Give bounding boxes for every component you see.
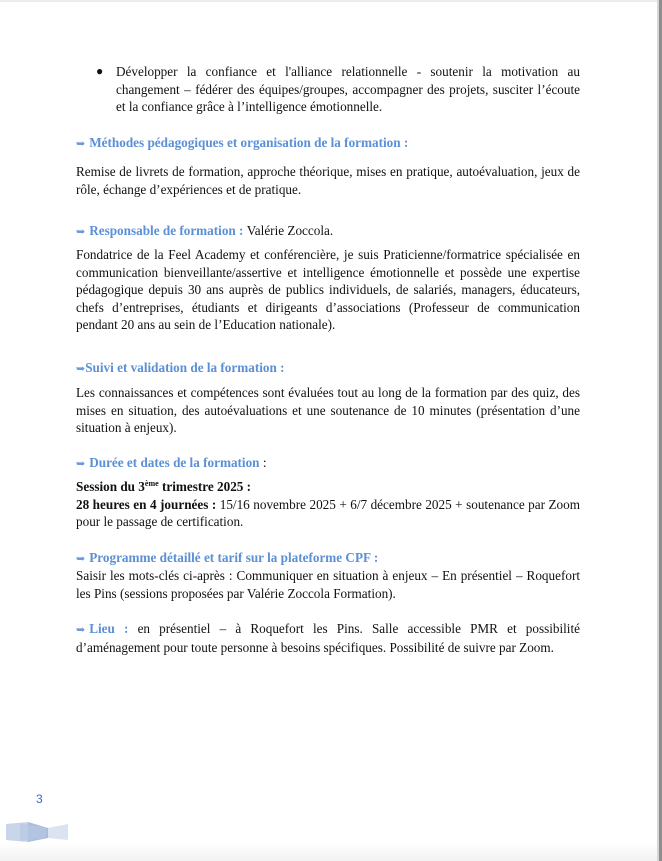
hook-arrow-icon: ➥ bbox=[76, 225, 86, 238]
paragraph: Remise de livrets de formation, approche théorique, mises en pratique, autoévaluation, jeux de rôle, échange d’expériences et de pratique. bbox=[76, 164, 580, 197]
page-bottom-shadow bbox=[0, 843, 657, 861]
section-responsable-body bbox=[76, 246, 580, 334]
paragraph: Les connaissances et compétences sont évaluées tout au long de la formation par des quiz, des mises en situation, des autoévaluations et une soutenance de 10 minutes (présentation d’une situation à enjeux). bbox=[76, 385, 580, 436]
section-suivi-body bbox=[76, 384, 580, 437]
section-title: Lieu : bbox=[89, 621, 129, 636]
section-programme-body bbox=[76, 567, 580, 602]
session-line: Session du 3ème trimestre 2025 : bbox=[76, 479, 252, 494]
section-lieu bbox=[76, 620, 580, 656]
bullet-icon: ● bbox=[96, 64, 104, 78]
section-programme-heading bbox=[76, 549, 580, 568]
section-title: Méthodes pédagogiques et organisation de la formation : bbox=[89, 135, 409, 150]
hours-line: 28 heures en 4 journées : 15/16 novembre 2025 + 6/7 décembre 2025 + soutenance par Zoom pour le passage de certification. bbox=[76, 496, 580, 530]
bullet-text: Développer la confiance et l'alliance relationnelle - soutenir la motivation au changement – fédérer des équipes/groupes, accompagner des projets, susciter l’écoute et la confiance grâce à l’intelligence émotionnelle. bbox=[116, 64, 580, 115]
section-title: Responsable de formation : bbox=[89, 223, 244, 238]
section-title: Durée et dates de la formation bbox=[89, 455, 260, 470]
hook-arrow-icon: ➥ bbox=[76, 623, 86, 636]
hook-arrow-icon: ➥ bbox=[76, 552, 86, 565]
page-number: 3 bbox=[36, 792, 43, 806]
section-suivi-heading bbox=[76, 359, 580, 378]
hook-arrow-icon: ➥ bbox=[76, 457, 86, 470]
hook-arrow-icon: ➥ bbox=[76, 362, 86, 375]
list-item bbox=[76, 63, 580, 116]
section-duree-heading: ➥ Durée et dates de la formation : bbox=[76, 454, 580, 473]
paragraph: Saisir les mots-clés ci-après : Communiquer en situation à enjeux – En présentiel – Roquefort les Pins (sessions proposées par Valérie Zoccola Formation). bbox=[76, 568, 580, 601]
paragraph: ➥ Lieu : en présentiel – à Roquefort les Pins. Salle accessible PMR et possibilité d’aménagement pour toute personne à besoins spécifiques. Possibilité de suivre par Zoom. bbox=[76, 621, 580, 655]
section-responsable-heading bbox=[76, 222, 580, 241]
paragraph: Fondatrice de la Feel Academy et conférencière, je suis Praticienne/formatrice spécialisée en communication bienveillante/assertive et intelligence émotionnelle et possède une expertise pédagogique depuis 30 ans auprès de publics individuels, de salariés, managers, éducateurs, chefs d’entreprises, étudiants et dirigeants d’associations (Professeur de communication pendant 20 ans au sein de l’Education nationale). bbox=[76, 247, 580, 333]
section-methodes-body bbox=[76, 163, 580, 198]
hook-arrow-icon: ➥ bbox=[76, 137, 86, 150]
trainer-name: Valérie Zoccola. bbox=[246, 223, 334, 238]
footer-ribbon-icon bbox=[6, 820, 68, 844]
section-title: Suivi et validation de la formation : bbox=[85, 360, 285, 375]
section-methodes-heading bbox=[76, 134, 580, 153]
section-title: Programme détaillé et tarif sur la plateforme CPF : bbox=[89, 550, 379, 565]
top-border bbox=[0, 0, 662, 2]
section-duree-body bbox=[76, 478, 580, 531]
